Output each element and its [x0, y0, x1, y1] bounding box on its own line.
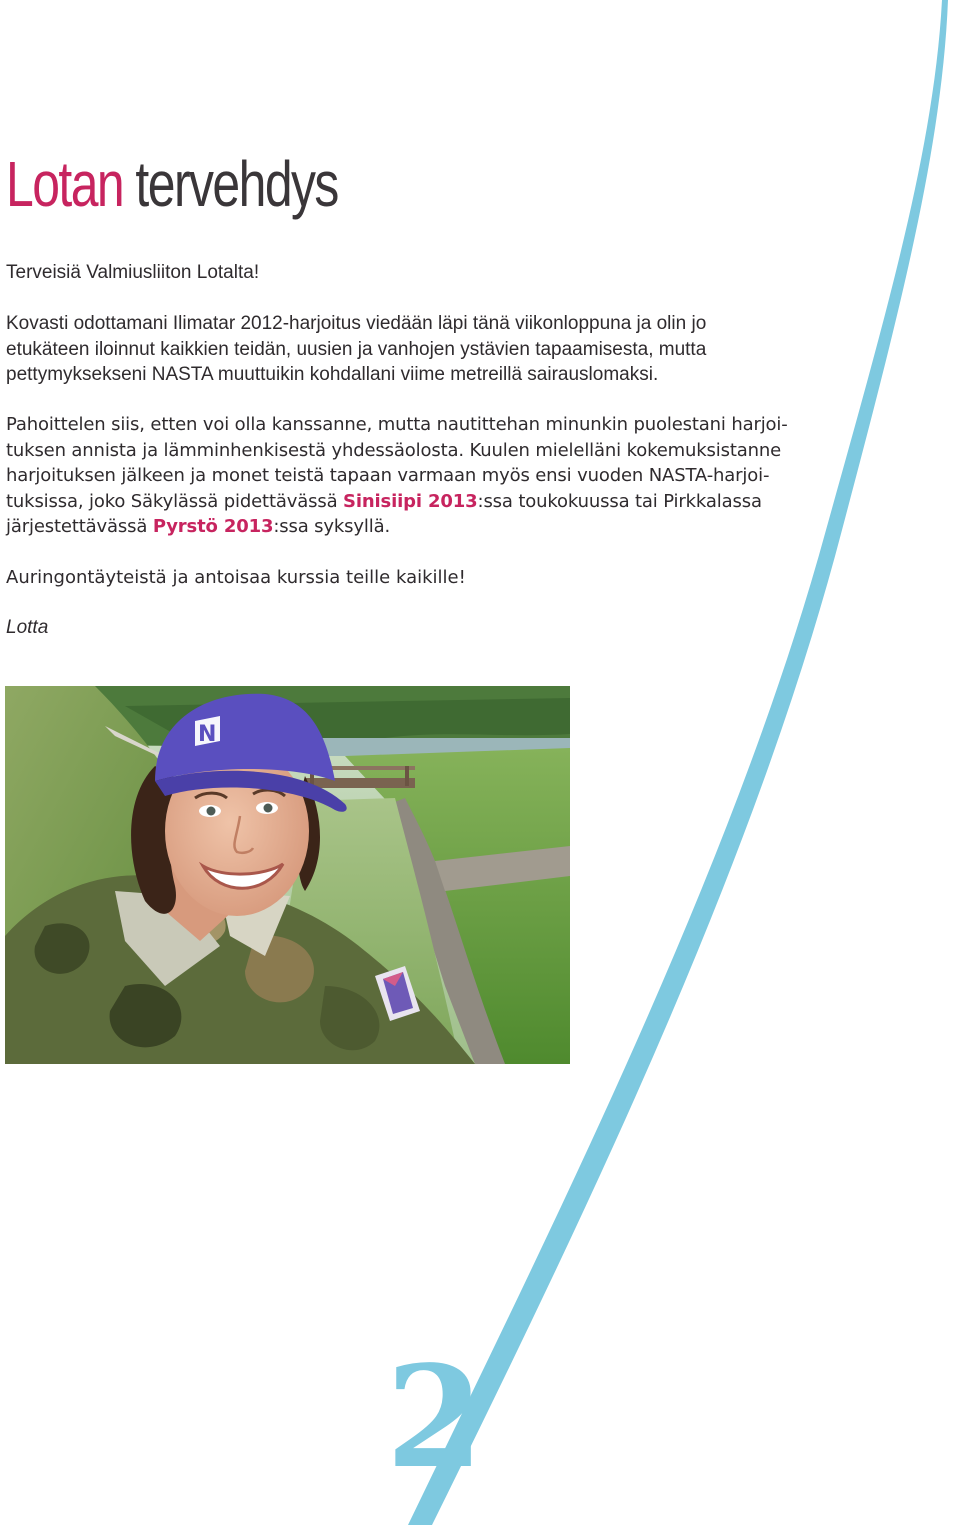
paragraph-2-text: :ssa syksyllä. [273, 516, 391, 538]
page-title-rest: tervehdys [135, 148, 338, 220]
event-name-sinisiipi: Sinisiipi 2013 [343, 490, 478, 512]
paragraph-2-line: Pahoittelen siis, etten voi olla kanssanne, mutta nautittehan minunkin puolestani harjoi- [6, 414, 788, 435]
page-title [6, 146, 338, 222]
signature: Lotta [6, 617, 49, 638]
paragraph-1-line: etukäteen iloinnut kaikkien teidän, uusien ja vanhojen ystävien tapaamisesta, mutta [6, 338, 707, 360]
cap-logo-letter: N [198, 722, 217, 747]
paragraph-2-text: :ssa toukokuussa tai Pirkkalassa [477, 490, 762, 512]
paragraph-2-line [6, 514, 836, 540]
paragraph-2-line [6, 489, 836, 515]
paragraph-2-line: harjoituksen jälkeen ja monet teistä tapaan varmaan myös ensi vuoden NASTA-harjoi- [6, 465, 770, 487]
greeting-text: Terveisiä Valmiusliiton Lotalta! [6, 262, 260, 283]
portrait-photo [5, 686, 570, 1064]
page-title-accent: Lotan [6, 148, 124, 220]
page-number: 2 [386, 1336, 484, 1500]
event-name-pyrsto: Pyrstö 2013 [152, 516, 274, 538]
paragraph-1-line: Kovasti odottamani Ilimatar 2012-harjoitus viedään läpi tänä viikonloppuna ja olin jo [6, 313, 707, 334]
paragraph-3 [6, 565, 836, 591]
paragraph-1-line: pettymyksekseni NASTA muuttuikin kohdallani viime metreillä sairauslomaksi. [6, 364, 659, 386]
paragraph-2-text: järjestettävässä [6, 516, 153, 538]
paragraph-2 [6, 412, 836, 540]
paragraph-2-text: tuksissa, joko Säkylässä pidettävässä [6, 490, 344, 512]
paragraph-2-line: tuksen annista ja lämminhenkisestä yhdessäolosta. Kuulen mielelläni kokemuksistanne [6, 439, 782, 461]
paragraph-3-line: Auringontäyteistä ja antoisaa kurssia teille kaikille! [6, 567, 466, 588]
paragraph-1 [6, 311, 836, 388]
